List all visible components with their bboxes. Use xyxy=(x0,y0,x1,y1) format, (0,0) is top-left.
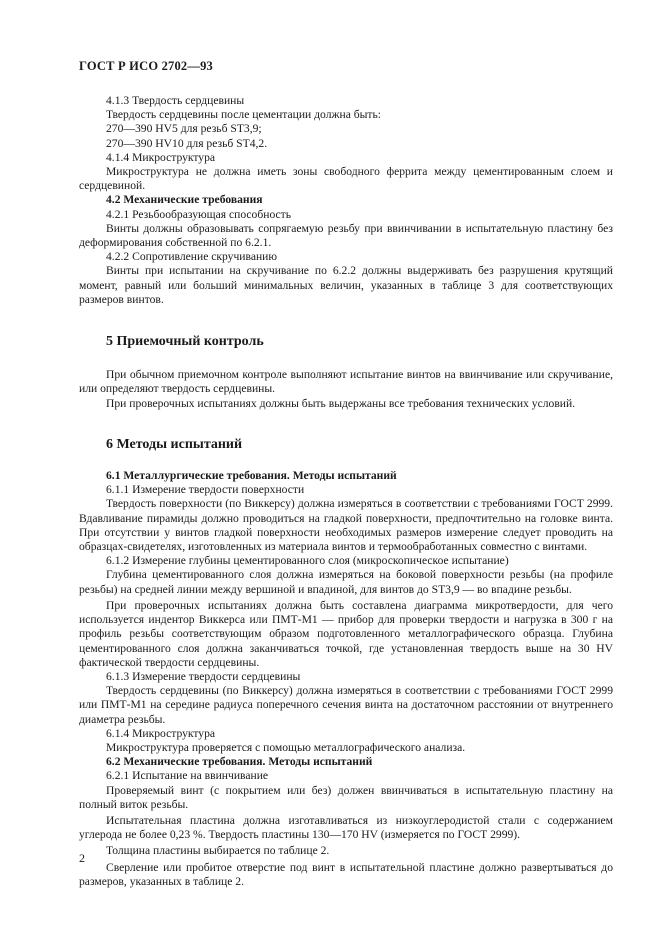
clause-4-1-3-item-1: 270—390 HV5 для резьб ST3,9; xyxy=(106,122,262,136)
clause-4-1-4-heading: 4.1.4 Микроструктура xyxy=(106,150,216,164)
page-body xyxy=(79,94,613,889)
clause-4-1-3-item-2: 270—390 HV10 для резьб ST4,2. xyxy=(106,136,268,150)
section-5-text-1: При обычном приемочном контроле выполняют испытание винтов на ввинчивание или скручивание, или определяют твердость сердцевины. xyxy=(79,368,613,396)
clause-6-1-4-text: Микроструктура проверяется с помощью металлографического анализа. xyxy=(106,740,466,754)
page-header-title: ГОСТ Р ИСО 2702—93 xyxy=(79,59,213,73)
clause-4-2-heading: 4.2 Механические требования xyxy=(106,193,263,207)
clause-4-2-2-heading: 4.2.2 Сопротивление скручиванию xyxy=(106,250,278,264)
section-5-heading: 5 Приемочный контроль xyxy=(106,334,264,350)
clause-6-1-2-heading: 6.1.2 Измерение глубины цементированного слоя (микроскопическое испытание) xyxy=(106,554,509,568)
clause-6-1-heading: 6.1 Металлургические требования. Методы испытаний xyxy=(106,469,397,483)
clause-6-2-1-text-3: Толщина пластины выбирается по таблице 2. xyxy=(106,844,330,858)
clause-4-1-3-heading: 4.1.3 Твердость сердцевины xyxy=(106,94,245,107)
clause-6-1-3-heading: 6.1.3 Измерение твердости сердцевины xyxy=(106,669,301,683)
clause-4-2-1-heading: 4.2.1 Резьбообразующая способность xyxy=(106,207,292,221)
clause-6-1-2-text-1: Глубина цементированного слоя должна измеряться на боковой поверхности резьбы (на профиле резьбы) на средней линии между вершиной и впадиной, для винтов до ST3,9 — во впадине резьбы. xyxy=(79,568,613,596)
clause-6-1-2-text-2: При проверочных испытаниях должна быть составлена диаграмма микротвердости, для чего используется индентор Виккерса или ПМТ-М1 — прибор для проверки твердости и нагрузка в 300 г на профиль резьбы соответствующим образом подготовленного металлографического образца. Глубина цементированного слоя должна заканчиваться точкой, где установленная твердость выше на 30 HV фактической твердости сердцевины. xyxy=(79,598,613,669)
section-6-heading: 6 Методы испытаний xyxy=(106,436,243,452)
clause-6-2-1-text-2: Испытательная пластина должна изготавливаться из низкоуглеродистой стали с содержанием углерода не более 0,23 %. Твердость пластины 130—170 HV (измеряется по ГОСТ 2999). xyxy=(79,813,613,842)
clause-6-2-1-heading: 6.2.1 Испытание на ввинчивание xyxy=(106,769,269,783)
clause-4-1-4-text: Микроструктура не должна иметь зоны свободного феррита между цементированным слоем и сердцевиной. xyxy=(79,165,613,193)
page-number: 2 xyxy=(79,851,85,865)
clause-6-1-3-text: Твердость сердцевины (по Виккерсу) должна измеряться в соответствии с требованиями ГОСТ 2999 или ПМТ-М1 на середине радиуса поперечного сечения винта на достаточном расстоянии от внутреннего диаметра резьбы. xyxy=(79,684,613,726)
clause-6-2-1-text-4: Сверление или пробитое отверстие под винт в испытательной пластине должно развертываться до размеров, указанных в таблице 2. xyxy=(79,860,613,888)
clause-6-2-heading: 6.2 Механические требования. Методы испытаний xyxy=(106,755,373,769)
clause-6-1-1-text: Твердость поверхности (по Виккерсу) должна измеряться в соответствии с требованиями ГОСТ 2999. Вдавливание пирамиды должно проводиться на гладкой поверхности, предпочтительно на головке винта. При отсутствии у винтов гладкой поверхности необходимых размеров измерение следует проводить на образцах-свидетелях, изготовленных из материала винтов и термообработанных совместно с винтами. xyxy=(79,497,613,554)
clause-4-2-2-text: Винты при испытании на скручивание по 6.2.2 должны выдерживать без разрушения крутящий момент, равный или больший минимальных величин, указанных в таблице 3 для соответствующих размеров винтов. xyxy=(79,264,613,306)
clause-6-2-1-text-1: Проверяемый винт (с покрытием или без) должен ввинчиваться в испытательную пластину на полный виток резьбы. xyxy=(79,783,613,811)
clause-6-1-4-heading: 6.1.4 Микроструктура xyxy=(106,726,216,740)
clause-4-1-3-text: Твердость сердцевины после цементации должна быть: xyxy=(106,108,382,122)
section-5-text-2: При проверочных испытаниях должны быть выдержаны все требования технических условий. xyxy=(106,396,576,410)
clause-4-2-1-text: Винты должны образовывать сопрягаемую резьбу при ввинчивании в испытательную пластину без деформирования собственной по 6.2.1. xyxy=(79,221,613,250)
clause-6-1-1-heading: 6.1.1 Измерение твердости поверхности xyxy=(106,483,305,497)
